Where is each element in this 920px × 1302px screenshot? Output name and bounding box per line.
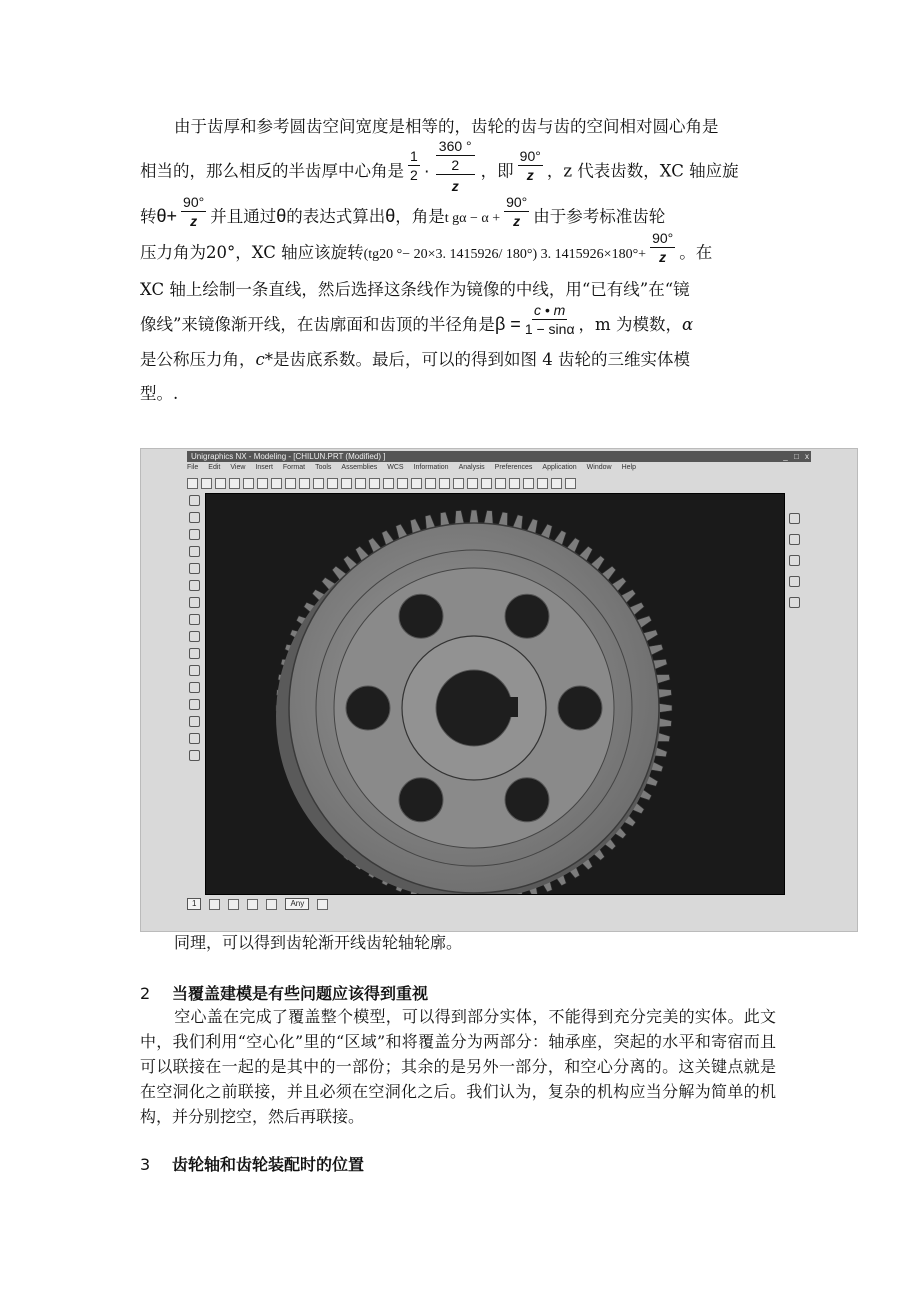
gear-3d-model: [206, 494, 784, 894]
lightening-hole: [505, 594, 549, 638]
text: ，z 代表齿数，XC 轴应旋: [546, 161, 739, 180]
text: ，即: [480, 161, 514, 180]
section-number: 3: [140, 1155, 151, 1174]
menu-wcs[interactable]: WCS: [387, 464, 404, 471]
menu-preferences[interactable]: Preferences: [494, 464, 533, 471]
sweep-icon[interactable]: [189, 529, 200, 540]
text: 型。.: [140, 384, 179, 403]
left-toolbar: [187, 495, 201, 895]
fraction-90-over-z: $\frac{90^\circ}{z}$: [652, 230, 674, 265]
text: 相当的，那么相反的半齿厚中心角是: [140, 161, 404, 180]
paste-icon[interactable]: [271, 478, 282, 489]
view-orient-icon[interactable]: [397, 478, 408, 489]
section-title: 齿轮轴和齿轮装配时的位置: [172, 1155, 365, 1174]
graphics-viewport[interactable]: [205, 493, 785, 895]
hole-icon[interactable]: [189, 546, 200, 557]
lightening-hole: [399, 778, 443, 822]
menu-file[interactable]: File: [187, 464, 199, 471]
fit-view-icon[interactable]: [327, 478, 338, 489]
section-2-heading: [140, 981, 428, 1004]
feature-icon[interactable]: [523, 478, 534, 489]
text: ，m 为模数，: [578, 315, 682, 334]
section-2-body: [140, 1004, 776, 1129]
layer-icon[interactable]: [439, 478, 450, 489]
pan-icon[interactable]: [369, 478, 380, 489]
fraction-90-over-z: $\frac{90^\circ}{z}$: [183, 193, 205, 229]
layer-settings-icon[interactable]: [209, 899, 220, 910]
open-file-icon[interactable]: [201, 478, 212, 489]
text: 是公称压力角，: [140, 349, 256, 369]
cylinder-icon[interactable]: [189, 682, 200, 693]
text: 并且通过: [210, 206, 277, 226]
cut-icon[interactable]: [243, 478, 254, 489]
drawing-icon[interactable]: [551, 478, 562, 489]
lightening-hole: [399, 594, 443, 638]
paragraph-gear-tooth: 由于齿厚和参考圆齿空间宽度是相等的，齿轮的齿与齿的空间相对圆心角是 相当的，那么相反的半齿厚中心角是 $\frac{1}{2}$ · 360 ° 2 z ，即 $\frac{90^\circ}{z}$ ，z 代表齿数，XC 轴应旋 转θ+ $\frac{90^\circ}{z}$ 并且通过θ的表达式算出θ，角是t gα − α + $\frac{90^\circ}{z}$ 由于参考标准齿轮 压力角为20°，XC 轴应该旋转(tg20 °− 20×3. 1415926/ 180°) 3. 1415926×180°+ $\frac{90^\circ}{z}$ 。在 XC 轴上绘制一条直线，然后选择这条线作为镜像的中线，用“已有线”在“镜 像线”来镜像渐开线，在齿廓面和齿顶的半径角是β = $\frac{c • m}{1 - \sin\alpha}$ ，m 为模数，α 是公称压力角，c*是齿底系数。最后，可以的得到如图 4 齿轮的三维实体模 型。.: [140, 117, 739, 403]
pocket-icon[interactable]: [189, 580, 200, 591]
resource-bar-icon[interactable]: [789, 513, 800, 524]
section-number: 2: [140, 984, 151, 1003]
menu-help[interactable]: Help: [621, 464, 636, 471]
zoom-icon[interactable]: [341, 478, 352, 489]
text: 是齿底系数。最后，可以的得到如图 4 齿轮的三维实体模: [273, 349, 690, 369]
menu-analysis[interactable]: Analysis: [458, 464, 485, 471]
fraction-360-over-2z: 360 ° 2 z: [434, 139, 477, 193]
menu-tools[interactable]: Tools: [315, 464, 332, 471]
point-constructor-icon[interactable]: [247, 899, 258, 910]
fraction-90-over-z: $\frac{90^\circ}{z}$: [506, 193, 528, 229]
navigator-icon[interactable]: [789, 534, 800, 545]
text: 。在: [679, 243, 713, 262]
snap-point-icon[interactable]: [228, 899, 239, 910]
chamfer-icon[interactable]: [189, 733, 200, 744]
settings-icon[interactable]: [565, 478, 576, 489]
wireframe-icon[interactable]: [425, 478, 436, 489]
gear-model-screenshot: [140, 448, 858, 932]
text: ，角是: [395, 206, 445, 226]
beta-symbol: β =: [494, 314, 521, 334]
block-icon[interactable]: [189, 665, 200, 676]
section-title: 当覆盖建模是有些问题应该得到重视: [172, 984, 429, 1003]
filter-reset-icon[interactable]: [317, 899, 328, 910]
shell-icon[interactable]: [189, 750, 200, 761]
thread-icon[interactable]: [189, 648, 200, 659]
lightening-hole: [505, 778, 549, 822]
theta-symbol: θ: [156, 205, 167, 226]
menu-information[interactable]: Information: [413, 464, 449, 471]
fraction-beta: $\frac{c • m}{1 - \sin\alpha}$: [524, 302, 575, 337]
rotate-icon[interactable]: [383, 478, 394, 489]
slot-icon[interactable]: [189, 614, 200, 625]
formula-rotation: (tg20 °− 20×3. 1415926/ 180°) 3. 1415926×180°+: [363, 247, 647, 262]
grid-icon[interactable]: [266, 899, 277, 910]
selection-filter-dropdown[interactable]: Any: [285, 898, 309, 910]
boss-icon[interactable]: [189, 563, 200, 574]
lightening-hole: [346, 686, 390, 730]
text: 压力角为20°，XC 轴应该旋转: [140, 243, 364, 262]
menu-edit[interactable]: Edit: [208, 464, 221, 471]
formula-tg: t gα − α +: [444, 210, 501, 226]
menu-format[interactable]: Format: [282, 464, 306, 471]
menu-application[interactable]: Application: [542, 464, 577, 471]
fraction-half: $\frac{1}{2}$: [410, 148, 418, 183]
text: 空心盖在完成了覆盖整个模型，可以得到部分实体，不能得到充分完美的实体。此文中，我们利用“空心化”里的“区域”和将覆盖分为两部分：轴承座，突起的水平和寄宿而且可以联接在一起的是其中的一部份；其余的是另外一部分，和空心分离的。这关键点就是在空洞化之前联接，并且必须在空洞化之后。我们认为，复杂的机构应当分解为简单的机构，并分别挖空，然后再联接。: [140, 1007, 776, 1126]
menu-window[interactable]: Window: [586, 464, 612, 471]
text: XC 轴上绘制一条直线，然后选择这条线作为镜像的中线，用“已有线”在“镜: [140, 279, 690, 299]
text: 的表达式算出: [286, 206, 386, 226]
new-file-icon[interactable]: [187, 478, 198, 489]
plus-symbol: +: [166, 205, 178, 226]
snap-icon[interactable]: [467, 478, 478, 489]
bore-hole: [436, 670, 512, 746]
palette-icon[interactable]: [789, 555, 800, 566]
theta-symbol: θ: [276, 205, 287, 226]
sketch-icon[interactable]: [509, 478, 520, 489]
select-icon[interactable]: [453, 478, 464, 489]
text: 由于参考标准齿轮: [533, 206, 666, 226]
roles-icon[interactable]: [789, 576, 800, 587]
lightening-hole: [558, 686, 602, 730]
save-icon[interactable]: [215, 478, 226, 489]
theta-symbol: θ: [385, 205, 396, 226]
menu-insert[interactable]: Insert: [255, 464, 273, 471]
menu-assemblies[interactable]: Assemblies: [341, 464, 378, 471]
window-titlebar: [187, 451, 811, 462]
alpha-symbol: α: [681, 315, 694, 334]
window-title: Unigraphics NX - Modeling - [CHILUN.PRT (Modified) ]: [191, 452, 386, 461]
layer-selector[interactable]: 1: [187, 898, 201, 910]
revolve-icon[interactable]: [189, 512, 200, 523]
pad-icon[interactable]: [189, 597, 200, 608]
menu-bar: [187, 463, 807, 473]
undo-icon[interactable]: [299, 478, 310, 489]
delete-icon[interactable]: [285, 478, 296, 489]
right-toolbar: [787, 513, 801, 608]
blend-icon[interactable]: [189, 716, 200, 727]
extrude-icon[interactable]: [189, 495, 200, 506]
main-toolbar: [187, 475, 807, 491]
window-buttons[interactable]: _ □ x: [783, 452, 811, 461]
redo-icon[interactable]: [313, 478, 324, 489]
c-star-symbol: c*: [255, 349, 273, 369]
history-icon[interactable]: [789, 597, 800, 608]
groove-icon[interactable]: [189, 631, 200, 642]
text: 转: [140, 206, 157, 226]
caption-gear-shaft: 同理，可以得到齿轮渐开线齿轮轴轮廓。: [174, 933, 463, 952]
text: 像线”来镜像渐开线，在齿廓面和齿顶的半径角是: [140, 315, 495, 334]
assembly-icon[interactable]: [537, 478, 548, 489]
copy-icon[interactable]: [257, 478, 268, 489]
status-bar: [187, 897, 807, 911]
print-icon[interactable]: [229, 478, 240, 489]
sphere-icon[interactable]: [189, 699, 200, 710]
shaded-icon[interactable]: [411, 478, 422, 489]
text: 由于齿厚和参考圆齿空间宽度是相等的，齿轮的齿与齿的空间相对圆心角是: [174, 117, 719, 136]
zoom-window-icon[interactable]: [355, 478, 366, 489]
section-3-heading: [140, 1152, 364, 1175]
fraction-90-over-z: $\frac{90^\circ}{z}$: [519, 148, 541, 183]
keyway: [506, 697, 518, 717]
analysis-icon[interactable]: [495, 478, 506, 489]
measure-icon[interactable]: [481, 478, 492, 489]
menu-view[interactable]: View: [230, 464, 246, 471]
